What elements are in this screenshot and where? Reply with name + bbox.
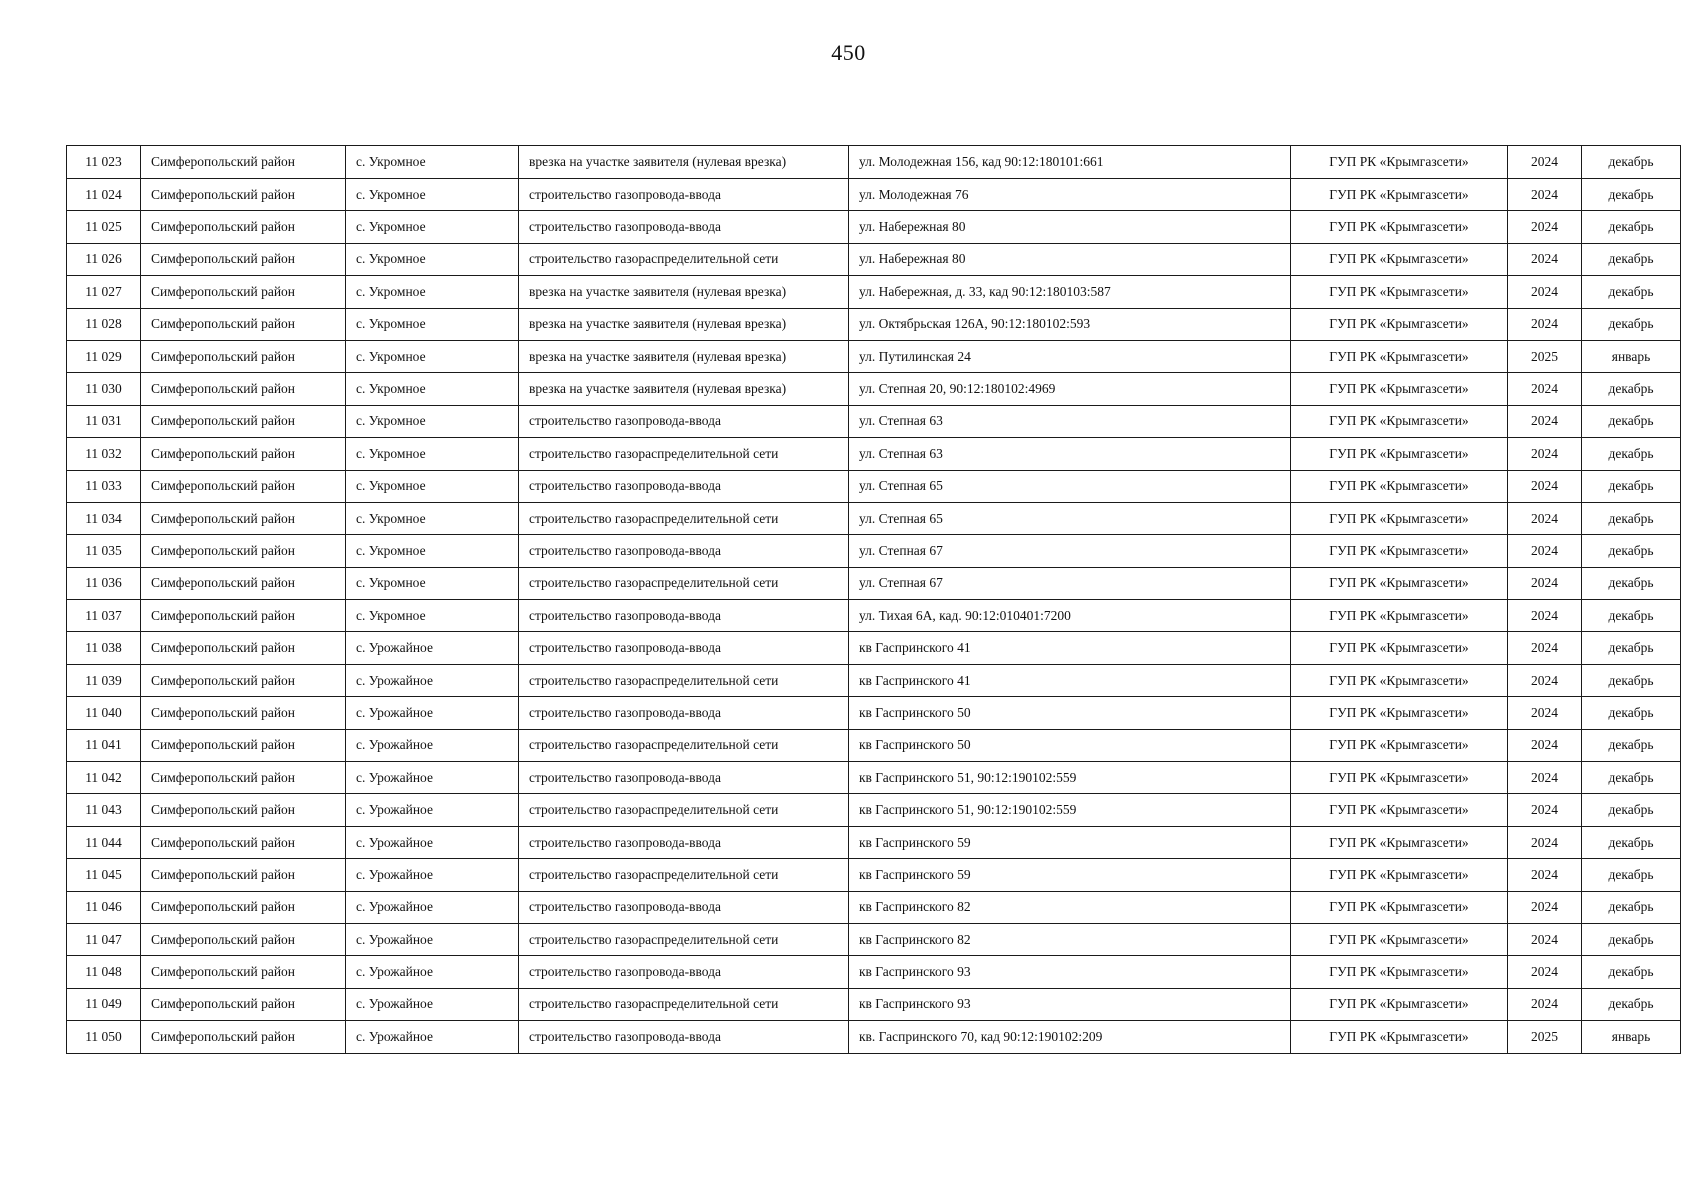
district-cell: Симферопольский район [141,470,346,502]
table-row [67,1021,1681,1053]
work-type-cell: строительство газораспределительной сети [519,243,849,275]
month-cell: декабрь [1582,470,1681,502]
work-type-cell: строительство газопровода-ввода [519,600,849,632]
year-cell: 2024 [1508,243,1582,275]
work-type-cell: строительство газопровода-ввода [519,211,849,243]
month-cell: январь [1582,1021,1681,1053]
year-cell: 2024 [1508,308,1582,340]
row-number: 11 042 [67,762,141,794]
address-cell: ул. Степная 65 [849,502,1291,534]
district-cell: Симферопольский район [141,243,346,275]
organization-cell: ГУП РК «Крымгазсети» [1291,988,1508,1020]
settlement-cell: с. Урожайное [346,891,519,923]
organization-cell: ГУП РК «Крымгазсети» [1291,438,1508,470]
organization-cell: ГУП РК «Крымгазсети» [1291,470,1508,502]
month-cell: декабрь [1582,405,1681,437]
table-row [67,438,1681,470]
month-cell: декабрь [1582,535,1681,567]
month-cell: декабрь [1582,179,1681,211]
settlement-cell: с. Урожайное [346,956,519,988]
row-number: 11 026 [67,243,141,275]
row-number: 11 034 [67,502,141,534]
address-cell: ул. Набережная 80 [849,211,1291,243]
month-cell: декабрь [1582,891,1681,923]
district-cell: Симферопольский район [141,632,346,664]
district-cell: Симферопольский район [141,697,346,729]
work-type-cell: строительство газопровода-ввода [519,1021,849,1053]
settlement-cell: с. Укромное [346,502,519,534]
row-number: 11 050 [67,1021,141,1053]
organization-cell: ГУП РК «Крымгазсети» [1291,146,1508,179]
settlement-cell: с. Укромное [346,470,519,502]
month-cell: декабрь [1582,632,1681,664]
settlement-cell: с. Укромное [346,211,519,243]
year-cell: 2024 [1508,988,1582,1020]
settlement-cell: с. Укромное [346,243,519,275]
address-cell: ул. Октябрьская 126А, 90:12:180102:593 [849,308,1291,340]
row-number: 11 048 [67,956,141,988]
work-type-cell: врезка на участке заявителя (нулевая врезка) [519,373,849,405]
organization-cell: ГУП РК «Крымгазсети» [1291,405,1508,437]
district-cell: Симферопольский район [141,826,346,858]
row-number: 11 044 [67,826,141,858]
settlement-cell: с. Укромное [346,567,519,599]
table-row [67,243,1681,275]
address-cell: ул. Набережная 80 [849,243,1291,275]
work-type-cell: строительство газораспределительной сети [519,794,849,826]
address-cell: кв Гаспринского 41 [849,664,1291,696]
district-cell: Симферопольский район [141,308,346,340]
address-cell: кв Гаспринского 59 [849,859,1291,891]
work-type-cell: врезка на участке заявителя (нулевая врезка) [519,146,849,179]
settlement-cell: с. Укромное [346,373,519,405]
organization-cell: ГУП РК «Крымгазсети» [1291,697,1508,729]
settlement-cell: с. Укромное [346,600,519,632]
table-row [67,600,1681,632]
district-cell: Симферопольский район [141,729,346,761]
organization-cell: ГУП РК «Крымгазсети» [1291,923,1508,955]
address-cell: кв Гаспринского 93 [849,988,1291,1020]
settlement-cell: с. Урожайное [346,923,519,955]
row-number: 11 038 [67,632,141,664]
address-cell: ул. Степная 65 [849,470,1291,502]
table-row [67,859,1681,891]
work-type-cell: строительство газопровода-ввода [519,470,849,502]
page-number: 450 [831,40,866,65]
work-type-cell: строительство газораспределительной сети [519,988,849,1020]
address-cell: кв Гаспринского 82 [849,891,1291,923]
row-number: 11 023 [67,146,141,179]
district-cell: Симферопольский район [141,146,346,179]
organization-cell: ГУП РК «Крымгазсети» [1291,632,1508,664]
row-number: 11 032 [67,438,141,470]
work-type-cell: строительство газопровода-ввода [519,179,849,211]
table-row [67,373,1681,405]
organization-cell: ГУП РК «Крымгазсети» [1291,276,1508,308]
table-row [67,567,1681,599]
work-type-cell: строительство газопровода-ввода [519,762,849,794]
year-cell: 2024 [1508,438,1582,470]
organization-cell: ГУП РК «Крымгазсети» [1291,859,1508,891]
table-row [67,146,1681,179]
address-cell: кв Гаспринского 50 [849,729,1291,761]
organization-cell: ГУП РК «Крымгазсети» [1291,211,1508,243]
settlement-cell: с. Урожайное [346,859,519,891]
work-type-cell: строительство газопровода-ввода [519,697,849,729]
month-cell: декабрь [1582,988,1681,1020]
district-cell: Симферопольский район [141,340,346,372]
settlement-cell: с. Укромное [346,179,519,211]
year-cell: 2024 [1508,567,1582,599]
table-row [67,956,1681,988]
row-number: 11 025 [67,211,141,243]
organization-cell: ГУП РК «Крымгазсети» [1291,600,1508,632]
work-type-cell: строительство газораспределительной сети [519,923,849,955]
district-cell: Симферопольский район [141,405,346,437]
address-cell: кв Гаспринского 50 [849,697,1291,729]
row-number: 11 028 [67,308,141,340]
month-cell: декабрь [1582,956,1681,988]
year-cell: 2024 [1508,179,1582,211]
district-cell: Симферопольский район [141,600,346,632]
work-type-cell: строительство газопровода-ввода [519,535,849,567]
row-number: 11 036 [67,567,141,599]
row-number: 11 031 [67,405,141,437]
month-cell: декабрь [1582,276,1681,308]
settlement-cell: с. Укромное [346,405,519,437]
month-cell: декабрь [1582,502,1681,534]
work-type-cell: строительство газопровода-ввода [519,956,849,988]
district-cell: Симферопольский район [141,276,346,308]
settlement-cell: с. Урожайное [346,794,519,826]
row-number: 11 040 [67,697,141,729]
table-row [67,340,1681,372]
gasification-table [66,145,1681,1054]
district-cell: Симферопольский район [141,179,346,211]
work-type-cell: строительство газопровода-ввода [519,405,849,437]
settlement-cell: с. Укромное [346,438,519,470]
address-cell: ул. Молодежная 156, кад 90:12:180101:661 [849,146,1291,179]
table-row [67,826,1681,858]
organization-cell: ГУП РК «Крымгазсети» [1291,308,1508,340]
month-cell: декабрь [1582,729,1681,761]
address-cell: кв Гаспринского 51, 90:12:190102:559 [849,794,1291,826]
year-cell: 2024 [1508,470,1582,502]
district-cell: Симферопольский район [141,956,346,988]
table-row [67,308,1681,340]
table-row [67,664,1681,696]
settlement-cell: с. Укромное [346,146,519,179]
year-cell: 2024 [1508,956,1582,988]
table-row [67,502,1681,534]
address-cell: кв. Гаспринского 70, кад 90:12:190102:209 [849,1021,1291,1053]
organization-cell: ГУП РК «Крымгазсети» [1291,340,1508,372]
month-cell: декабрь [1582,762,1681,794]
table-row [67,179,1681,211]
row-number: 11 041 [67,729,141,761]
district-cell: Симферопольский район [141,211,346,243]
organization-cell: ГУП РК «Крымгазсети» [1291,373,1508,405]
address-cell: ул. Степная 67 [849,567,1291,599]
year-cell: 2024 [1508,826,1582,858]
settlement-cell: с. Укромное [346,276,519,308]
address-cell: ул. Молодежная 76 [849,179,1291,211]
organization-cell: ГУП РК «Крымгазсети» [1291,729,1508,761]
settlement-cell: с. Урожайное [346,664,519,696]
work-type-cell: строительство газораспределительной сети [519,664,849,696]
district-cell: Симферопольский район [141,664,346,696]
table-row [67,794,1681,826]
month-cell: декабрь [1582,697,1681,729]
month-cell: декабрь [1582,826,1681,858]
month-cell: декабрь [1582,794,1681,826]
table-row [67,470,1681,502]
month-cell: декабрь [1582,243,1681,275]
row-number: 11 045 [67,859,141,891]
month-cell: декабрь [1582,146,1681,179]
settlement-cell: с. Урожайное [346,729,519,761]
row-number: 11 033 [67,470,141,502]
address-cell: ул. Набережная, д. 33, кад 90:12:180103:587 [849,276,1291,308]
district-cell: Симферопольский район [141,438,346,470]
organization-cell: ГУП РК «Крымгазсети» [1291,664,1508,696]
year-cell: 2024 [1508,891,1582,923]
row-number: 11 027 [67,276,141,308]
district-cell: Симферопольский район [141,535,346,567]
year-cell: 2024 [1508,276,1582,308]
row-number: 11 029 [67,340,141,372]
address-cell: ул. Степная 67 [849,535,1291,567]
organization-cell: ГУП РК «Крымгазсети» [1291,1021,1508,1053]
year-cell: 2024 [1508,600,1582,632]
address-cell: кв Гаспринского 82 [849,923,1291,955]
work-type-cell: врезка на участке заявителя (нулевая врезка) [519,308,849,340]
month-cell: декабрь [1582,438,1681,470]
settlement-cell: с. Урожайное [346,826,519,858]
month-cell: декабрь [1582,600,1681,632]
address-cell: кв Гаспринского 59 [849,826,1291,858]
organization-cell: ГУП РК «Крымгазсети» [1291,502,1508,534]
address-cell: кв Гаспринского 41 [849,632,1291,664]
year-cell: 2024 [1508,794,1582,826]
table-body [67,146,1681,1054]
work-type-cell: врезка на участке заявителя (нулевая врезка) [519,340,849,372]
district-cell: Симферопольский район [141,373,346,405]
table-row [67,697,1681,729]
organization-cell: ГУП РК «Крымгазсети» [1291,891,1508,923]
settlement-cell: с. Урожайное [346,632,519,664]
address-cell: ул. Степная 63 [849,405,1291,437]
table-row [67,211,1681,243]
year-cell: 2025 [1508,1021,1582,1053]
table-row [67,729,1681,761]
year-cell: 2024 [1508,664,1582,696]
settlement-cell: с. Укромное [346,308,519,340]
month-cell: декабрь [1582,211,1681,243]
organization-cell: ГУП РК «Крымгазсети» [1291,956,1508,988]
year-cell: 2024 [1508,859,1582,891]
year-cell: 2024 [1508,502,1582,534]
settlement-cell: с. Укромное [346,340,519,372]
organization-cell: ГУП РК «Крымгазсети» [1291,179,1508,211]
settlement-cell: с. Урожайное [346,988,519,1020]
address-cell: кв Гаспринского 51, 90:12:190102:559 [849,762,1291,794]
year-cell: 2024 [1508,632,1582,664]
year-cell: 2024 [1508,405,1582,437]
district-cell: Симферопольский район [141,1021,346,1053]
year-cell: 2025 [1508,340,1582,372]
work-type-cell: строительство газораспределительной сети [519,859,849,891]
work-type-cell: строительство газораспределительной сети [519,438,849,470]
table-row [67,923,1681,955]
organization-cell: ГУП РК «Крымгазсети» [1291,567,1508,599]
row-number: 11 035 [67,535,141,567]
address-cell: ул. Степная 20, 90:12:180102:4969 [849,373,1291,405]
address-cell: кв Гаспринского 93 [849,956,1291,988]
month-cell: декабрь [1582,567,1681,599]
year-cell: 2024 [1508,762,1582,794]
address-cell: ул. Степная 63 [849,438,1291,470]
table-row [67,762,1681,794]
year-cell: 2024 [1508,923,1582,955]
address-cell: ул. Тихая 6А, кад. 90:12:010401:7200 [849,600,1291,632]
table-row [67,276,1681,308]
month-cell: декабрь [1582,373,1681,405]
district-cell: Симферопольский район [141,794,346,826]
district-cell: Симферопольский район [141,567,346,599]
settlement-cell: с. Укромное [346,535,519,567]
work-type-cell: врезка на участке заявителя (нулевая врезка) [519,276,849,308]
month-cell: декабрь [1582,664,1681,696]
row-number: 11 043 [67,794,141,826]
work-type-cell: строительство газопровода-ввода [519,826,849,858]
year-cell: 2024 [1508,373,1582,405]
organization-cell: ГУП РК «Крымгазсети» [1291,794,1508,826]
table-row [67,988,1681,1020]
district-cell: Симферопольский район [141,762,346,794]
row-number: 11 046 [67,891,141,923]
organization-cell: ГУП РК «Крымгазсети» [1291,826,1508,858]
table-row [67,405,1681,437]
row-number: 11 049 [67,988,141,1020]
year-cell: 2024 [1508,535,1582,567]
district-cell: Симферопольский район [141,988,346,1020]
work-type-cell: строительство газораспределительной сети [519,729,849,761]
table-row [67,535,1681,567]
month-cell: декабрь [1582,308,1681,340]
settlement-cell: с. Урожайное [346,1021,519,1053]
work-type-cell: строительство газораспределительной сети [519,502,849,534]
row-number: 11 037 [67,600,141,632]
district-cell: Симферопольский район [141,923,346,955]
table-row [67,632,1681,664]
row-number: 11 024 [67,179,141,211]
row-number: 11 030 [67,373,141,405]
district-cell: Симферопольский район [141,859,346,891]
year-cell: 2024 [1508,211,1582,243]
year-cell: 2024 [1508,729,1582,761]
organization-cell: ГУП РК «Крымгазсети» [1291,535,1508,567]
work-type-cell: строительство газопровода-ввода [519,891,849,923]
month-cell: декабрь [1582,923,1681,955]
table-row [67,891,1681,923]
district-cell: Симферопольский район [141,502,346,534]
row-number: 11 047 [67,923,141,955]
district-cell: Симферопольский район [141,891,346,923]
year-cell: 2024 [1508,146,1582,179]
work-type-cell: строительство газораспределительной сети [519,567,849,599]
settlement-cell: с. Урожайное [346,697,519,729]
address-cell: ул. Путилинская 24 [849,340,1291,372]
row-number: 11 039 [67,664,141,696]
work-type-cell: строительство газопровода-ввода [519,632,849,664]
organization-cell: ГУП РК «Крымгазсети» [1291,243,1508,275]
month-cell: декабрь [1582,859,1681,891]
settlement-cell: с. Урожайное [346,762,519,794]
month-cell: январь [1582,340,1681,372]
year-cell: 2024 [1508,697,1582,729]
organization-cell: ГУП РК «Крымгазсети» [1291,762,1508,794]
